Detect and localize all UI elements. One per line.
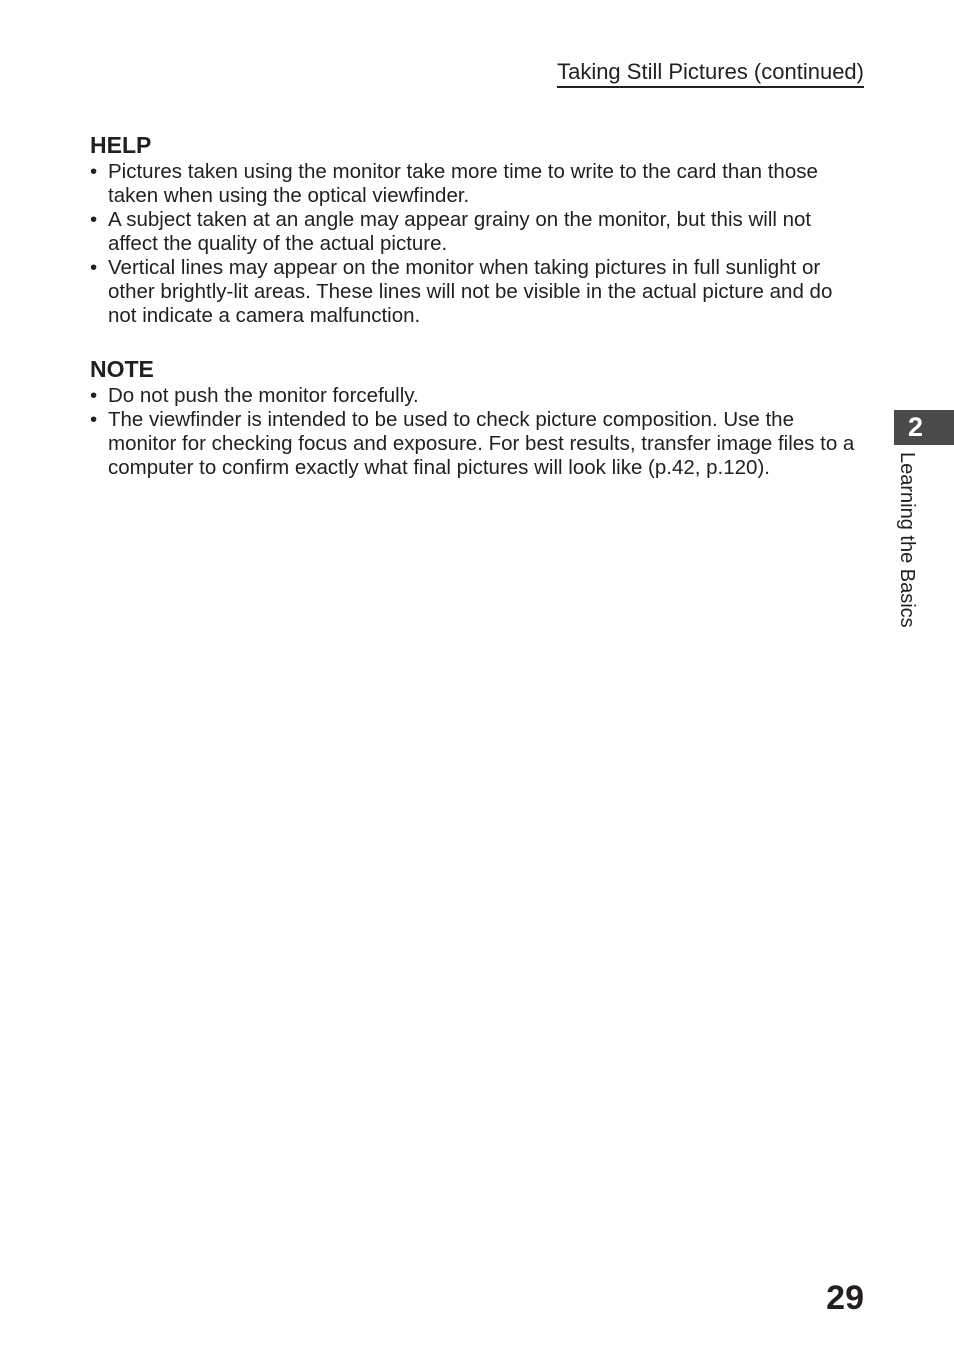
help-item: [90, 208, 865, 256]
help-section: [90, 130, 865, 328]
help-item-text: Pictures taken using the monitor take more time to write to the card than those taken when using the optical viewfinder.: [108, 160, 818, 207]
page-content: [90, 130, 865, 480]
help-item-text: A subject taken at an angle may appear grainy on the monitor, but this will not affect the quality of the actual picture.: [108, 208, 812, 255]
bullet-icon: •: [90, 384, 98, 407]
chapter-side-title: Learning the Basics: [896, 452, 918, 628]
bullet-icon: •: [90, 256, 98, 279]
bullet-icon: •: [90, 408, 98, 431]
note-item: [90, 384, 865, 408]
note-list: [90, 384, 865, 480]
help-item-text: Vertical lines may appear on the monitor when taking pictures in full sunlight or other brightly-lit areas. These lines will not be visible in the actual picture and do not indicate a camera malfunction.: [108, 256, 833, 327]
note-heading: NOTE: [90, 356, 154, 382]
bullet-icon: •: [90, 208, 98, 231]
bullet-icon: •: [90, 160, 98, 183]
help-list: [90, 160, 865, 328]
note-section: [90, 354, 865, 480]
note-item-text: The viewfinder is intended to be used to check picture composition. Use the monitor for checking focus and exposure. For best results, transfer image files to a computer to confirm exactly what final pictures will look like (p.42, p.120).: [108, 408, 855, 479]
help-item: [90, 256, 865, 328]
help-item: [90, 160, 865, 208]
page-number: 29: [826, 1279, 864, 1317]
help-heading: HELP: [90, 132, 152, 158]
running-header: Taking Still Pictures (continued): [557, 58, 864, 88]
chapter-number-tab: 2: [894, 410, 954, 445]
note-item: [90, 408, 865, 480]
note-item-text: Do not push the monitor forcefully.: [108, 384, 419, 407]
